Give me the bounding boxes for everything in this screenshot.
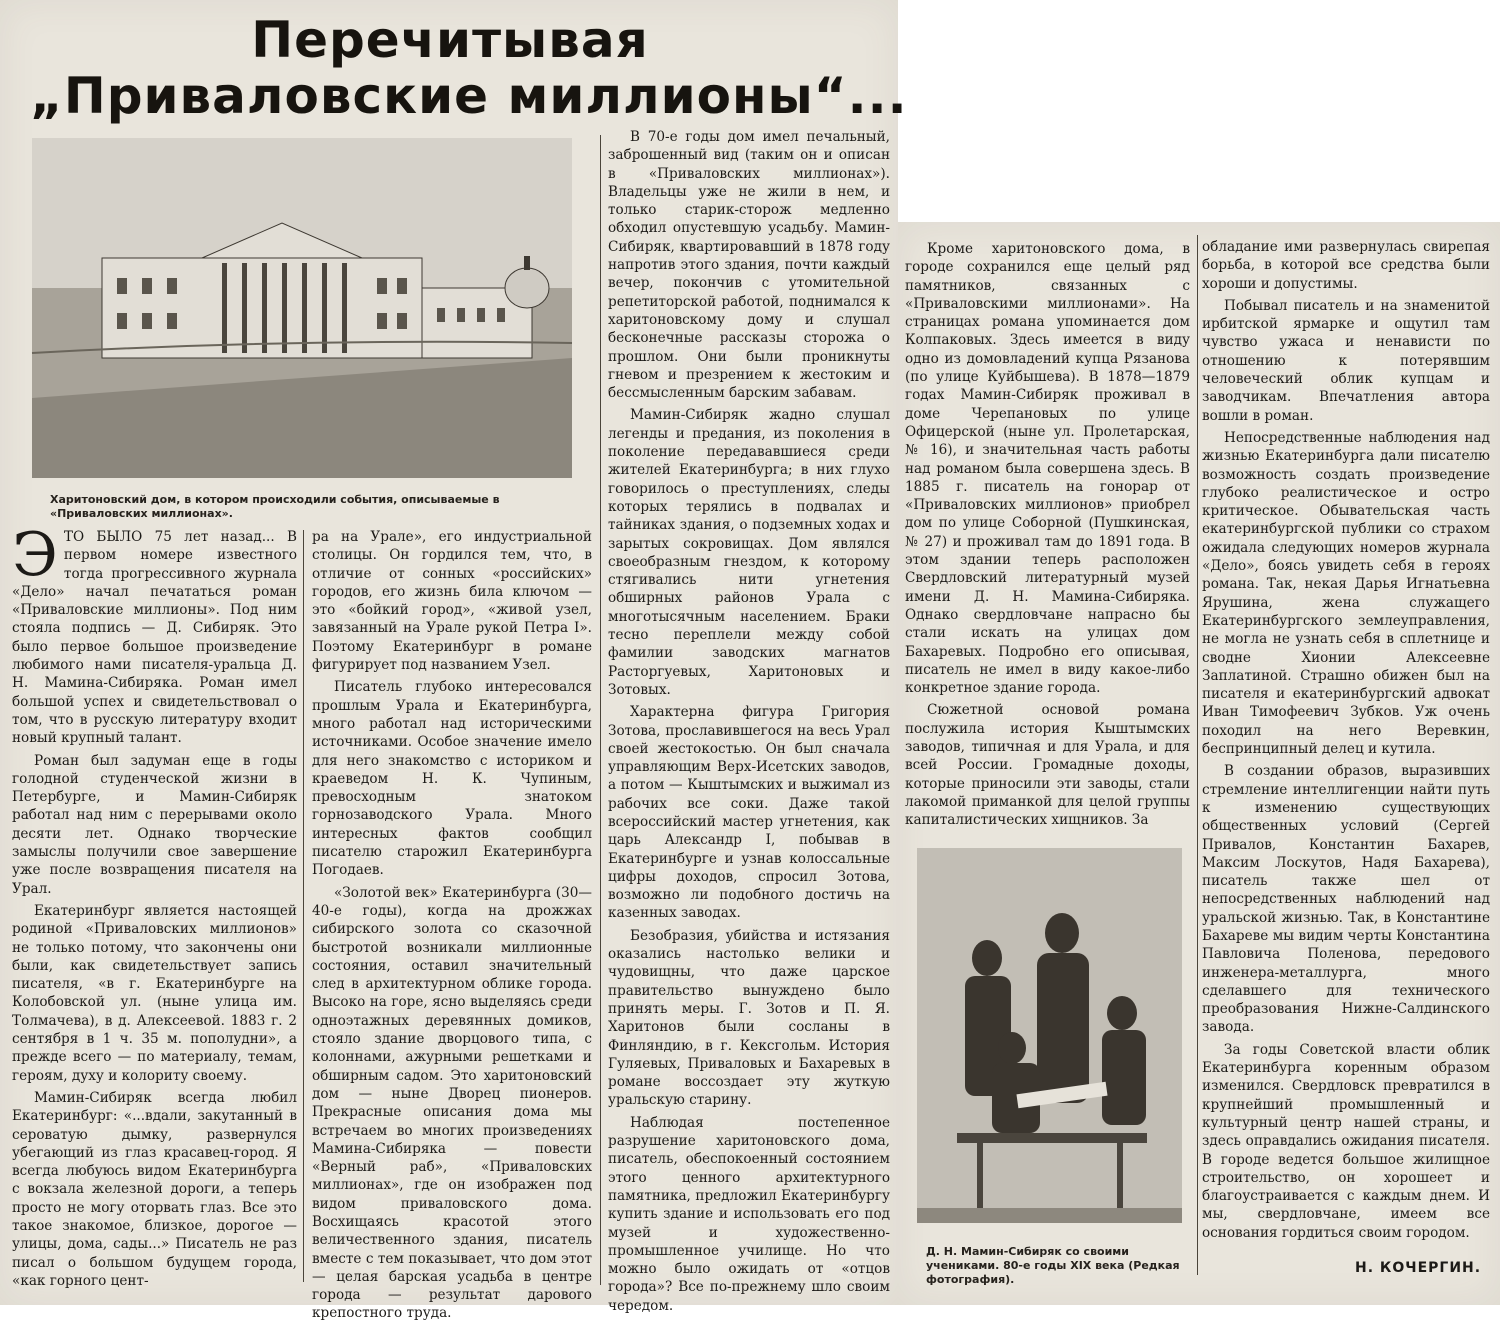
paragraph: Мамин-Сибиряк жадно слушал легенды и предания, из поколения в поколение передававшиеся среди жителей Екатеринбурга; в них глухо говорилось о преступлениях, следы которых терялись в подвалах и тайниках здания, о подземных ходах и зарытых сокровищах. Дом являлся своеобразным гнездом, к которому стягивались нити угнетения обширных районов Урала с многотысячным населением. Браки тесно переплели между собой фамилии заводских магнатов Расторгуевых, Харитоновых и Зотовых.	[608, 407, 890, 698]
headline-line-2: „Приваловские миллионы“...	[30, 67, 908, 125]
article-column-2	[312, 528, 592, 1322]
paragraph: «Золотой век» Екатеринбурга (30—40-е годы), когда на дрожжах сибирского золота со сказочной быстротой возникали миллионные состояния, оставил значительный след в архитектурном облике города. Высоко на горе, ясно выделяясь среди одноэтажных деревянных домиков, стояло здание дворцового типа, с колоннами, ажурными решетками и обширным садом. Это харитоновский дом — ныне Дворец пионеров. Прекрасные описания дома мы встречаем во многих произведениях Мамина-Сибиряка — повести «Верный раб», «Приваловских миллионах», где он изображен под видом приваловского дома. Восхищаясь красотой этого величественного здания, писатель вместе с тем показывает, что дом этот — целая барская усадьба в центре города — результат дарового крепостного труда.	[312, 884, 592, 1322]
paragraph: Кроме харитоновского дома, в городе сохранился еще целый ряд памятников, связанных с «Приваловскими миллионами». На страницах романа упоминается дом Колпаковых. Здесь имеется в виду одно из домовладений купца Рязанова (по улице Куйбышева). В 1878—1879 годах Мамин-Сибиряк проживал в доме Черепановых по улице Офицерской (ныне ул. Пролетарская, № 16), и значительная часть работы над романом была совершена здесь. В 1885 г. писатель на гонорар от «Приваловских миллионов» приобрел дом по улице Соборной (Пушкинская, № 27) и проживал там до 1891 года. В этом здании теперь расположен Свердловский литературный музей имени Д. Н. Мамина-Сибиряка. Однако свердловчане напрасно бы стали искать на улицах дом Бахаревых. Подробно его описывая, писатель не имел в виду какое-либо конкретное здание города.	[905, 241, 1190, 697]
column-divider	[600, 135, 601, 1285]
photo-kharitonov-house	[32, 138, 572, 478]
article-column-5	[1202, 238, 1490, 1254]
paragraph: Мамин-Сибиряк всегда любил Екатеринбург: «...вдали, закутанный в сероватую дымку, развернулся убегающий из глаз красавец-город. Я всегда любуюсь видом Екатеринбурга с вокзала железной дороги, а теперь просто не могу оторвать глаз. Все это такое знакомое, близкое, дорогое — улицы, дома, сады...» Писатель не раз писал о большом будущем города, «как горного цент-	[12, 1089, 297, 1289]
drop-cap: Э	[12, 520, 58, 590]
paragraph: Екатеринбург является настоящей родиной «Приваловских миллионов» не только потому, что закончены они были, как свидетельствует запись писателя, «в г. Екатеринбурге на Колобовской ул. (ныне улица им. Толмачева), в д. Алексеевой. 1883 г. 2 сентября в 1 ч. 35 м. пополудни», а прежде всего — по материалу, темам, героям, духу и колориту своему.	[12, 902, 297, 1084]
paragraph: обладание ими развернулась свирепая борьба, в которой все средства были хороши и допустимы.	[1202, 239, 1490, 292]
article-column-4	[905, 240, 1190, 835]
photo-caption-students: Д. Н. Мамин-Сибиряк со своими учениками. 80-е годы XIX века (Редкая фотография).	[926, 1245, 1180, 1286]
paragraph: ра на Урале», его индустриальной столицы. Он гордился тем, что, в отличие от сонных «российских» городов, его жизнь била ключом — это «бойкий город», «живой узел, завязанный на Урале рукой Петра I». Поэтому Екатеринбург в романе фигурирует под названием Узел.	[312, 529, 592, 674]
paragraph: Непосредственные наблюдения над жизнью Екатеринбурга дали писателю возможность создать произведение глубоко реалистическое и остро критическое. Обывательская часть екатеринбургской публики со страхом ожидала следующих номеров журнала «Дело», боясь увидеть себя в героях романа. Так, некая Дарья Игнатьевна Ярушина, жена служащего Екатеринбургского землеуправления, не могла не узнать себя в сплетнице и сводне Хионии Алексеевне Заплатиной. Страшно обижен был на писателя и екатеринбургский адвокат Иван Тимофеевич Зубков. Уж очень походил на него Веревкин, беспринципный делец и кутила.	[1202, 429, 1490, 758]
author-signature: Н. КОЧЕРГИН.	[1355, 1260, 1482, 1276]
paragraph: За годы Советской власти облик Екатеринбурга коренным образом изменился. Свердловск превратился в крупнейший промышленный и культурный центр нашей страны, и здесь оправдались ожидания писателя. В городе ведется большое жилищное строительство, он хорошеет и благоустраивается с каждым днем. И мы, свердловчане, имеем все основания гордиться своим городом.	[1202, 1041, 1490, 1241]
headline-line-1: Перечитывая	[251, 11, 649, 69]
photo-mamin-sibiryak-students	[917, 848, 1182, 1223]
building-illustration	[32, 138, 572, 478]
paragraph: Роман был задуман еще в годы голодной студенческой жизни в Петербурге, и Мамин-Сибиряк работал над ним с перерывами около десяти лет. Однако творческие замыслы получили свое завершение уже после возвращения писателя на Урал.	[12, 752, 297, 897]
paragraph: Сюжетной основой романа послужила история Кыштымских заводов, типичная и для Урала, и для всей России. Громадные доходы, которые приносили эти заводы, стали лакомой приманкой для целой группы капиталистических хищников. За	[905, 702, 1190, 829]
column-divider	[1197, 235, 1198, 1275]
photo-caption-house: Харитоновский дом, в котором происходили события, описываемые в «Приваловских миллионах».	[50, 493, 500, 520]
group-portrait-illustration	[917, 848, 1182, 1223]
article-column-1	[12, 520, 297, 1290]
article-column-3	[608, 128, 890, 1314]
paragraph: Характерна фигура Григория Зотова, прославившегося на весь Урал своей жестокостью. Он был сначала управляющим Верх-Исетских заводов, а потом — Кыштымских и выжимал из рабочих все соки. Даже такой всероссийский мастер угнетения, как царь Александр I, побывав в Екатеринбурге и узнав колоссальные цифры доходов, спросил Зотова, возможно ли подобного достичь на казенных заводах.	[608, 704, 890, 922]
paragraph: ТО БЫЛО 75 лет назад... В первом номере известного тогда прогрессивного журнала «Дело» начал печататься роман «Приваловские миллионы». Под ним стояла подпись — Д. Сибиряк. Это было первое большое произведение любимого нами писателя-уральца Д. Н. Мамина-Сибиряка. Роман имел большой успех и свидетельствовал о том, что в русскую литературу входит новый крупный талант.	[12, 529, 297, 747]
column-divider	[303, 530, 304, 1282]
paragraph: Безобразия, убийства и истязания оказались настолько велики и чудовищны, что даже царское правительство вынуждено было принять меры. Г. Зотов и П. Я. Харитонов были сосланы в Финляндию, в г. Кексгольм. История Гуляевых, Приваловых и Бахаревых в романе воссоздает эту жуткую уральскую старину.	[608, 927, 890, 1109]
paragraph: Побывал писатель и на знаменитой ирбитской ярмарке и ощутил там чувство ужаса и ненависти по отношению к потерявшим человеческий облик купцам и заводчикам. Впечатления автора вошли в роман.	[1202, 297, 1490, 424]
paragraph: В 70-е годы дом имел печальный, заброшенный вид (таким он и описан в «Приваловских миллионах»). Владельцы уже не жили в нем, и только старик-сторож медленно обходил опустевшую усадьбу. Мамин-Сибиряк, квартировавший в 1878 году напротив этого здания, почти каждый вечер, покончив с утомительной репетиторской работой, поднимался к харитоновскому дому и слушал бесконечные рассказы сторожа о прошлом. Они были проникнуты гневом и презрением к жестоким и бессмысленным барским забавам.	[608, 129, 890, 402]
paragraph: Наблюдая постепенное разрушение харитоновского дома, писатель, обеспокоенный состоянием этого ценного архитектурного памятника, предложил Екатеринбургу купить здание и использовать его под музей и художественно-промышленное училище. Но что можно было ожидать от «отцов города»? Все по-прежнему шло своим чередом.	[608, 1114, 890, 1314]
paragraph: В создании образов, выразивших стремление интеллигенции найти путь к изменению существующих общественных условий (Сергей Привалов, Константин Бахарев, Максим Лоскутов, Надя Бахарева), писатель также шел от непосредственных наблюдений над уральской жизнью. Так, в Константине Бахареве мы видим черты Константина Павловича Поленова, передового инженера-металлурга, много сделавшего для технического преобразования Нижне-Салдинского завода.	[1202, 763, 1490, 1036]
paragraph: Писатель глубоко интересовался прошлым Урала и Екатеринбурга, много работал над историческими источниками. Особое значение имело для него знакомство с историком и краеведом Н. К. Чупиным, превосходным знатоком горнозаводского Урала. Много интересных фактов сообщил писателю старожил Екатеринбурга Погодаев.	[312, 679, 592, 879]
